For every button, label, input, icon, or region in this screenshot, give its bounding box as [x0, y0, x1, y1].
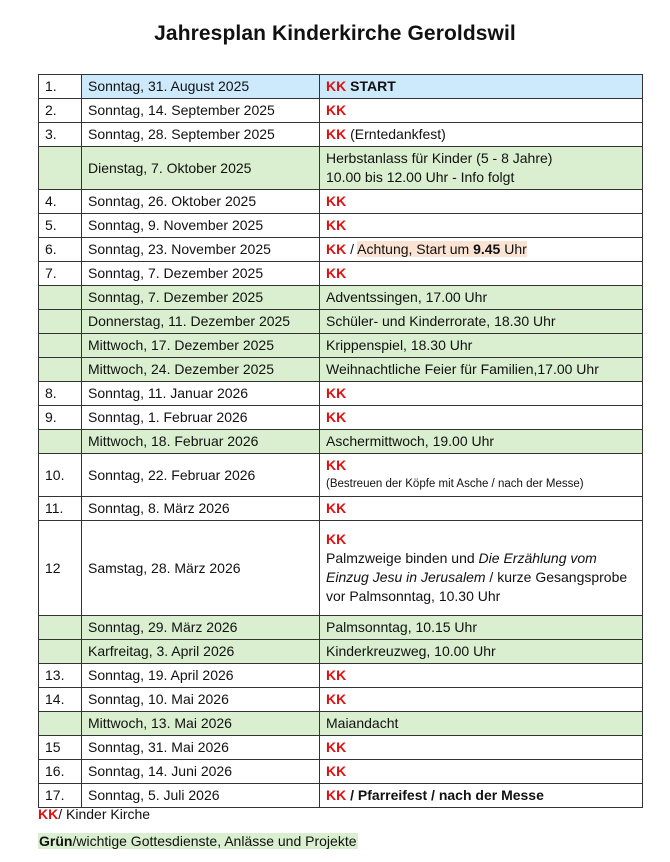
table-row: [39, 521, 643, 616]
row-event: [320, 760, 643, 784]
row-event: [320, 99, 643, 123]
row-event: [320, 688, 643, 712]
row-event: [320, 406, 643, 430]
row-date: Donnerstag, 11. Dezember 2025: [82, 310, 320, 334]
row-date: Sonntag, 31. August 2025: [82, 75, 320, 99]
table-row: [39, 190, 643, 214]
row-event: [320, 238, 643, 262]
kk-label: KK: [326, 763, 347, 779]
row-date: Sonntag, 14. September 2025: [82, 99, 320, 123]
attention-unit: Uhr: [500, 241, 527, 257]
row-number: [39, 286, 82, 310]
legend-green-label: Grün: [39, 833, 73, 849]
row-event: Maiandacht: [320, 712, 643, 736]
event-note: (Bestreuen der Köpfe mit Asche / nach der Messe): [326, 478, 584, 490]
table-row: [39, 497, 643, 521]
row-date: Mittwoch, 18. Februar 2026: [82, 430, 320, 454]
table-row: [39, 147, 643, 190]
kk-label: KK: [326, 241, 347, 257]
legend-green-text: /wichtige Gottesdienste, Anlässe und Projekte: [72, 833, 357, 849]
row-date: Sonntag, 1. Februar 2026: [82, 406, 320, 430]
row-number: [39, 147, 82, 190]
row-number: 12: [39, 521, 82, 616]
row-event: [320, 190, 643, 214]
page-title: Jahresplan Kinderkirche Geroldswil: [154, 22, 516, 45]
table-row: [39, 430, 643, 454]
separator: /: [346, 241, 358, 257]
row-number: 9.: [39, 406, 82, 430]
legend-kk: [38, 806, 150, 822]
row-number: [39, 712, 82, 736]
table-row: [39, 406, 643, 430]
event-line: Herbstanlass für Kinder (5 - 8 Jahre): [326, 150, 553, 166]
row-number: 8.: [39, 382, 82, 406]
row-number: [39, 310, 82, 334]
table-row: [39, 616, 643, 640]
row-number: 1.: [39, 75, 82, 99]
table-row: [39, 688, 643, 712]
row-event: [320, 454, 643, 497]
kk-label: KK: [326, 500, 347, 516]
kk-label: KK: [326, 667, 347, 683]
table-row: [39, 664, 643, 688]
table-row: [39, 75, 643, 99]
table-row: [39, 454, 643, 497]
row-event: [320, 75, 643, 99]
row-date: Dienstag, 7. Oktober 2025: [82, 147, 320, 190]
kk-label: KK: [326, 457, 347, 473]
table-row: [39, 712, 643, 736]
row-number: 6.: [39, 238, 82, 262]
row-number: 15: [39, 736, 82, 760]
row-event: Krippenspiel, 18.30 Uhr: [320, 334, 643, 358]
event-text: START: [350, 78, 396, 94]
legend-green: [38, 833, 358, 849]
row-number: 13.: [39, 664, 82, 688]
row-number: [39, 616, 82, 640]
row-date: Mittwoch, 13. Mai 2026: [82, 712, 320, 736]
row-date: Sonntag, 22. Februar 2026: [82, 454, 320, 497]
row-number: 2.: [39, 99, 82, 123]
kk-label: KK: [326, 385, 347, 401]
table-row: [39, 238, 643, 262]
event-text: / Pfarreifest / nach der Messe: [346, 787, 544, 803]
row-date: Sonntag, 10. Mai 2026: [82, 688, 320, 712]
row-date: Sonntag, 7. Dezember 2025: [82, 262, 320, 286]
row-number: [39, 358, 82, 382]
row-event: [320, 521, 643, 616]
table-row: [39, 736, 643, 760]
row-date: Sonntag, 5. Juli 2026: [82, 784, 320, 808]
kk-label: KK: [326, 102, 347, 118]
table-row: [39, 640, 643, 664]
row-date: Sonntag, 19. April 2026: [82, 664, 320, 688]
table-row: [39, 382, 643, 406]
row-event: [320, 784, 643, 808]
event-text: (Erntedankfest): [350, 126, 446, 142]
row-event: [320, 214, 643, 238]
row-event: Aschermittwoch, 19.00 Uhr: [320, 430, 643, 454]
table-row: [39, 123, 643, 147]
row-date: Sonntag, 8. März 2026: [82, 497, 320, 521]
attention-note-text: Achtung, Start um: [357, 241, 474, 257]
row-event: [320, 123, 643, 147]
row-date: Sonntag, 26. Oktober 2025: [82, 190, 320, 214]
row-date: Sonntag, 11. Januar 2026: [82, 382, 320, 406]
row-number: 14.: [39, 688, 82, 712]
kk-label: KK: [326, 265, 347, 281]
row-number: 5.: [39, 214, 82, 238]
kk-label: KK: [326, 193, 347, 209]
kk-label: KK: [326, 787, 347, 803]
row-number: 17.: [39, 784, 82, 808]
kk-label: KK: [326, 739, 347, 755]
row-event: Adventssingen, 17.00 Uhr: [320, 286, 643, 310]
event-title: Die Erzählung vom Einzug Jesu in Jerusalem: [326, 550, 597, 585]
table-row: [39, 784, 643, 808]
table-row: [39, 99, 643, 123]
row-date: Sonntag, 29. März 2026: [82, 616, 320, 640]
row-number: 11.: [39, 497, 82, 521]
row-event: Palmsonntag, 10.15 Uhr: [320, 616, 643, 640]
row-number: 7.: [39, 262, 82, 286]
row-event: [320, 262, 643, 286]
event-text: Palmzweige binden und: [326, 550, 479, 566]
kk-label: KK: [326, 691, 347, 707]
row-number: 10.: [39, 454, 82, 497]
row-date: Sonntag, 28. September 2025: [82, 123, 320, 147]
table-row: [39, 760, 643, 784]
row-date: Mittwoch, 17. Dezember 2025: [82, 334, 320, 358]
row-event: [320, 497, 643, 521]
kk-label: KK: [326, 531, 347, 547]
row-number: [39, 640, 82, 664]
row-date: Mittwoch, 24. Dezember 2025: [82, 358, 320, 382]
row-event: [320, 664, 643, 688]
row-number: 3.: [39, 123, 82, 147]
row-date: Samstag, 28. März 2026: [82, 521, 320, 616]
row-date: Sonntag, 31. Mai 2026: [82, 736, 320, 760]
row-event: [320, 382, 643, 406]
row-event: [320, 147, 643, 190]
attention-note: [357, 241, 527, 257]
table-row: [39, 334, 643, 358]
legend-kk-text: / Kinder Kirche: [58, 806, 151, 822]
row-date: Karfreitag, 3. April 2026: [82, 640, 320, 664]
event-text: / kurze Gesangsprobe vor Palmsonntag, 10.30 Uhr: [326, 569, 632, 604]
table-row: [39, 286, 643, 310]
row-number: [39, 430, 82, 454]
row-date: Sonntag, 14. Juni 2026: [82, 760, 320, 784]
kk-label: KK: [326, 409, 347, 425]
row-date: Sonntag, 9. November 2025: [82, 214, 320, 238]
row-date: Sonntag, 23. November 2025: [82, 238, 320, 262]
table-row: [39, 310, 643, 334]
attention-time: 9.45: [473, 241, 501, 257]
kk-label: KK: [326, 78, 347, 94]
row-date: Sonntag, 7. Dezember 2025: [82, 286, 320, 310]
row-number: [39, 334, 82, 358]
table-row: [39, 358, 643, 382]
row-event: [320, 736, 643, 760]
schedule-table: [38, 74, 643, 808]
row-number: 4.: [39, 190, 82, 214]
kk-label: KK: [326, 217, 347, 233]
row-event: Schüler- und Kinderrorate, 18.30 Uhr: [320, 310, 643, 334]
row-event: Kinderkreuzweg, 10.00 Uhr: [320, 640, 643, 664]
event-description: [326, 549, 636, 606]
row-event: Weihnachtliche Feier für Familien,17.00 Uhr: [320, 358, 643, 382]
legend-kk-label: KK: [38, 806, 59, 822]
row-number: 16.: [39, 760, 82, 784]
event-line: 10.00 bis 12.00 Uhr - Info folgt: [326, 169, 515, 185]
table-row: [39, 262, 643, 286]
table-row: [39, 214, 643, 238]
kk-label: KK: [326, 126, 347, 142]
